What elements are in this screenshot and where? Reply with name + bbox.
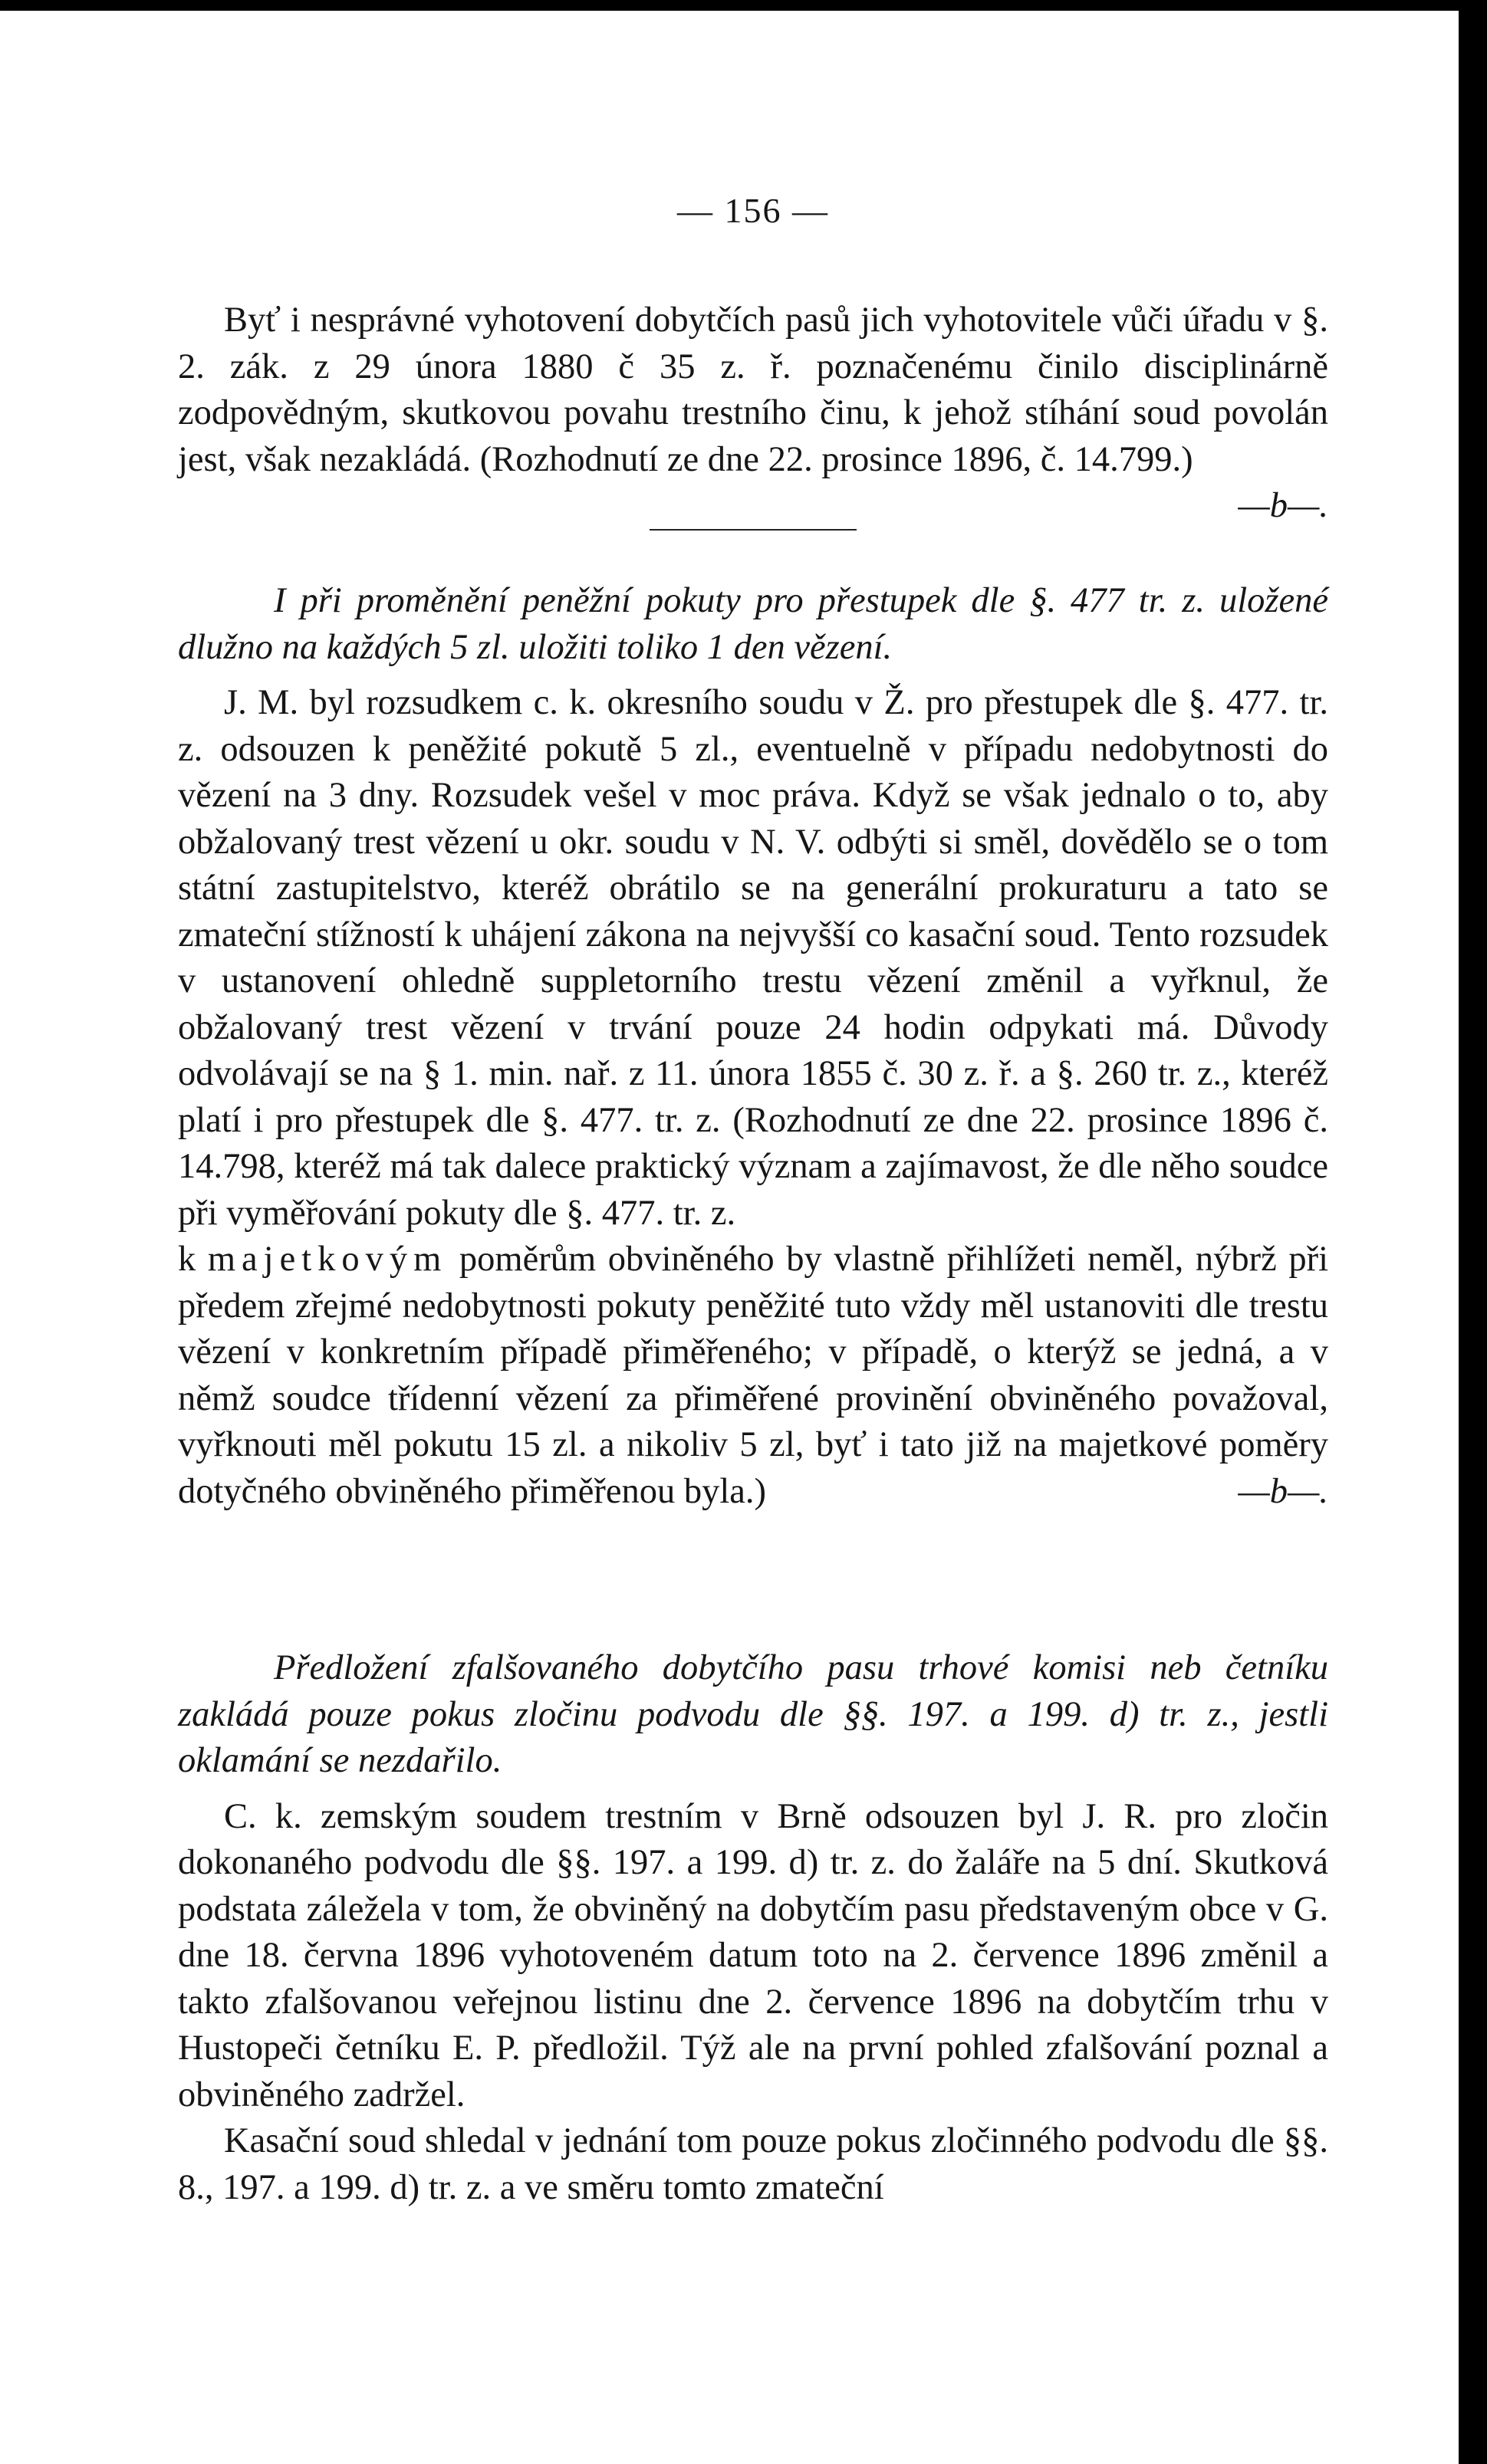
page-number: — 156 —: [677, 191, 829, 230]
signature-2: —b—.: [1238, 1471, 1328, 1511]
heading-2: I při proměnění peněžní pokuty pro přestupek dle §. 477 tr. z. uložené dlužno na každých 5 zl. uložiti toliko 1 den vězení.: [178, 581, 1328, 667]
section-divider: [650, 529, 857, 531]
paragraph-3: C. k. zemským soudem trestním v Brně odsouzen byl J. R. pro zločin dokonaného podvodu dle §§. 197. a 199. d) tr. z. do žaláře na 5 dní. Skutková podstata záležela v tom, že obviněný na dobytčím pasu představeným obce v G. dne 18. června 1896 vyhotoveném datum toto na 2. července 1896 změnil a takto zfalšovanou veřejnou listinu dne 2. července 1896 na dobytčím trhu v Hustopeči četníku E. P. předložil. Týž ale na první pohled zfalšování poznal a obviněného zadržel.: [178, 1796, 1328, 2114]
section-gap: [178, 1515, 1328, 1645]
scan-border: [1459, 0, 1487, 2464]
heading-3: Předložení zfalšovaného dobytčího pasu trhové komisi neb četníku zakládá pouze pokus zločinu podvodu dle §§. 197. a 199. d) tr. z., jestli oklamání se nezdařilo.: [178, 1648, 1328, 1780]
paragraph-1: [178, 297, 1328, 525]
paragraph-2-rest: poměrům obviněného by vlastně přihlížeti neměl, nýbrž při předem zřejmé nedobytnosti pokuty peněžité tuto vždy měl ustanoviti dle trestu vězení v konkretním případě přiměřeného; v případě, o kterýž se jedná, a v němž soudce třídenní vězení za přiměřené provinění obviněného považoval, vyřknouti měl pokutu 15 zl. a nikoliv 5 zl, byť i tato již na majetkové poměry dotyčného obviněného přiměřenou byla.): [178, 1240, 1329, 1511]
spaced-emphasis: majetkovým: [207, 1240, 448, 1279]
paragraph-2: J. M. byl rozsudkem c. k. okresního soudu v Ž. pro přestupek dle §. 477. tr. z. odsouzen k peněžité pokutě 5 zl., eventuelně v případu nedobytnosti do vězení na 3 dny. Rozsudek vešel v moc práva. Když se však jednalo o to, aby obžalovaný trest vězení u okr. soudu v N. V. odbýti si směl, dovědělo se o tom státní zastupitelstvo, kteréž obrátilo se na generální prokuraturu a tato se zmateční stížností k uhájení zákona na nejvyšší co kasační soud. Tento rozsudek v ustanovení ohledně suppletorního trestu vězení změnil a vyřknul, že obžalovaný trest vězení v trvání pouze 24 hodin odpykati má. Důvody odvolávají se na § 1. min. nař. z 11. února 1855 č. 30 z. ř. a §. 260 tr. z., kteréž platí i pro přestupek dle §. 477. tr. z. (Rozhodnutí ze dne 22. prosince 1896 č. 14.798, kteréž má tak dalece praktický význam a zajímavost, že dle něho soudce při vyměřování pokuty dle §. 477. tr. z.: [178, 683, 1328, 1233]
paragraph-1-text: Byť i nesprávné vyhotovení dobytčích pasů jich vyhotovitele vůči úřadu v §. 2. zák. z 29 února 1880 č 35 z. ř. poznačenému činilo disciplinárně zodpovědným, skutkovou povahu trestního činu, k jehož stíhání soud povolán jest, však nezakládá. (Rozhodnutí ze dne 22. prosince 1896, č. 14.799.): [178, 301, 1328, 479]
page-content: [178, 190, 1328, 2211]
paragraph-4: Kasační soud shledal v jednání tom pouze pokus zločinného podvodu dle §§. 8., 197. a 199. d) tr. z. a ve směru tomto zmateční: [178, 2121, 1328, 2207]
paragraph-2-pre: k: [178, 1240, 196, 1279]
paragraph-2-continued: [178, 1237, 1328, 1515]
signature-1: —b—.: [1238, 486, 1328, 525]
